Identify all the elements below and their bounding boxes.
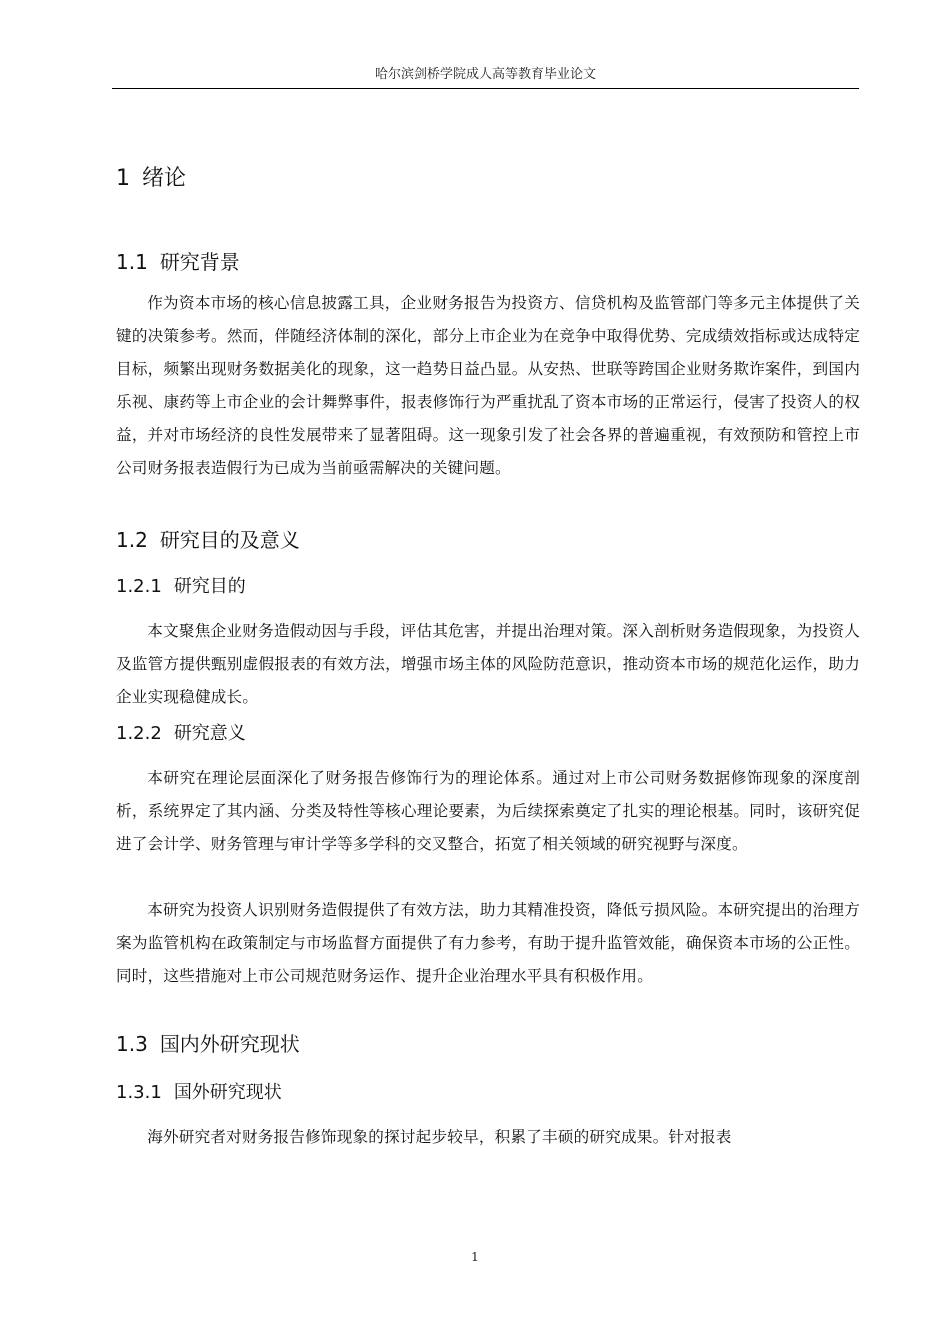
section-number: 1.2 [116, 528, 148, 552]
subsection-heading-1-3-1 [116, 1080, 282, 1106]
chapter-heading [116, 164, 186, 194]
section-heading-1-1 [116, 248, 240, 276]
subsection-heading-1-2-1 [116, 574, 246, 600]
chapter-title: 绪论 [142, 166, 187, 191]
section-title: 国内外研究现状 [159, 1032, 300, 1056]
running-header: 哈尔滨剑桥学院成人高等教育毕业论文 [374, 67, 596, 82]
subsection-heading-1-2-2 [116, 721, 246, 747]
subsection-title: 研究目的 [173, 576, 246, 597]
header-divider [112, 88, 859, 89]
section-heading-1-3 [116, 1030, 300, 1058]
section-heading-1-2 [116, 526, 300, 554]
subsection-title: 国外研究现状 [173, 1082, 282, 1103]
section-title: 研究背景 [159, 250, 240, 274]
subsection-number: 1.2.2 [116, 723, 162, 744]
paragraph-purpose: 本文聚焦企业财务造假动因与手段，评估其危害，并提出治理对策。深入剖析财务造假现象，为投资人及监管方提供甄别虚假报表的有效方法，增强市场主体的风险防范意识，推动资本市场的规范化运作，助力企业实现稳健成长。 [116, 622, 860, 706]
subsection-title: 研究意义 [173, 723, 246, 744]
paragraph-significance-theory: 本研究在理论层面深化了财务报告修饰行为的理论体系。通过对上市公司财务数据修饰现象的深度剖析，系统界定了其内涵、分类及特性等核心理论要素，为后续探索奠定了扎实的理论根基。同时，该研究促进了会计学、财务管理与审计学等多学科的交叉整合，拓宽了相关领域的研究视野与深度。 [116, 769, 860, 853]
section-number: 1.1 [116, 250, 148, 274]
paragraph-foreign-status: 海外研究者对财务报告修饰现象的探讨起步较早，积累了丰硕的研究成果。针对报表 [147, 1128, 732, 1146]
page-number: 1 [471, 1250, 479, 1264]
subsection-number: 1.3.1 [116, 1082, 162, 1103]
section-title: 研究目的及意义 [159, 528, 300, 552]
chapter-number: 1 [116, 166, 130, 191]
paragraph-significance-practice: 本研究为投资人识别财务造假提供了有效方法，助力其精准投资，降低亏损风险。本研究提出的治理方案为监管机构在政策制定与市场监督方面提供了有力参考，有助于提升监管效能，确保资本市场的公正性。同时，这些措施对上市公司规范财务运作、提升企业治理水平具有积极作用。 [116, 901, 860, 985]
section-number: 1.3 [116, 1032, 148, 1056]
paragraph-background: 作为资本市场的核心信息披露工具，企业财务报告为投资方、信贷机构及监管部门等多元主体提供了关键的决策参考。然而，伴随经济体制的深化，部分上市企业为在竞争中取得优势、完成绩效指标或达成特定目标，频繁出现财务数据美化的现象，这一趋势日益凸显。从安热、世联等跨国企业财务欺诈案件，到国内乐视、康药等上市企业的会计舞弊事件，报表修饰行为严重扰乱了资本市场的正常运行，侵害了投资人的权益，并对市场经济的良性发展带来了显著阻碍。这一现象引发了社会各界的普遍重视，有效预防和管控上市公司财务报表造假行为已成为当前亟需解决的关键问题。 [116, 294, 860, 477]
subsection-number: 1.2.1 [116, 576, 162, 597]
